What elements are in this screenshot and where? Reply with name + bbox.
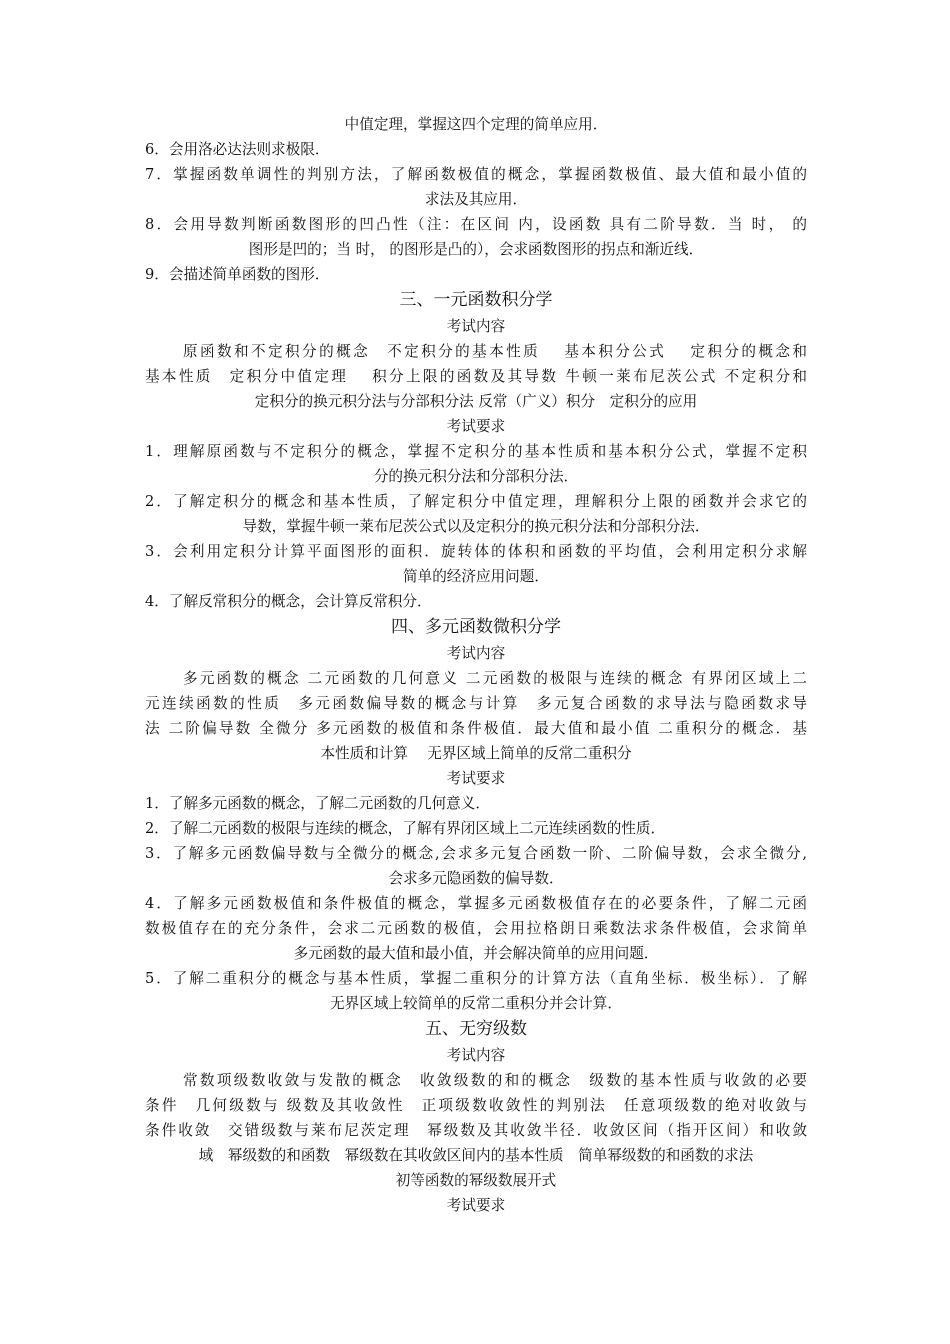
text-line: 条件收敛 交错级数与莱布尼茨定理 幂级数及其收敛半径．收敛区间（指开区间）和收敛 [145, 1122, 807, 1139]
text-line-centered: 会求多元隐函数的偏导数． [388, 870, 564, 887]
paragraph-first-line: 常数项级数收敛与发散的概念 收敛级数的和的概念 级数的基本性质与收敛的必要 [183, 1072, 807, 1089]
text-line: 4．了解反常积分的概念，会计算反常积分． [145, 593, 432, 610]
text-line-centered: 图形是凹的；当 时， 的图形是凸的），会求函数图形的拐点和渐近线． [248, 241, 704, 258]
text-line-centered: 分的换元积分法和分部积分法． [373, 468, 579, 485]
paragraph-first-line: 多元函数的概念 二元函数的几何意义 二元函数的极限与连续的概念 有界闭区域上二 [183, 670, 807, 687]
text-line-centered: 中值定理，掌握这四个定理的简单应用． [344, 116, 608, 133]
text-line-centered: 本性质和计算 无界区域上简单的反常二重积分 [320, 745, 632, 762]
text-line: 4．了解多元函数极值和条件极值的概念，掌握多元函数极值存在的必要条件，了解二元函 [145, 895, 807, 912]
text-line: 5．了解二重积分的概念与基本性质，掌握二重积分的计算方法（直角坐标．极坐标）．了解 [145, 970, 807, 987]
text-line: 2．了解定积分的概念和基本性质，了解定积分中值定理，理解积分上限的函数并会求它的 [145, 493, 807, 510]
text-line: 法 二阶偏导数 全微分 多元函数的极值和条件极值．最大值和最小值 二重积分的概念．基 [145, 720, 807, 737]
text-line: 条件 几何级数与 级数及其收敛性 正项级数收敛性的判别法 任意项级数的绝对收敛与 [145, 1097, 807, 1114]
subsection-heading: 考试要求 [446, 418, 506, 435]
document-page [145, 112, 807, 1218]
text-line: 元连续函数的性质 多元函数偏导数的概念与计算 多元复合函数的求导法与隐函数求导 [145, 695, 807, 712]
subsection-heading: 考试内容 [446, 318, 506, 335]
text-line: 1．理解原函数与不定积分的概念，掌握不定积分的基本性质和基本积分公式，掌握不定积 [145, 443, 807, 460]
section-heading: 四、多元函数微积分学 [391, 617, 561, 637]
text-line: 2．了解二元函数的极限与连续的概念，了解有界闭区域上二元连续函数的性质． [145, 820, 666, 837]
section-heading: 五、无穷级数 [425, 1019, 527, 1039]
text-line-centered: 求法及其应用． [424, 191, 528, 208]
paragraph-first-line: 原函数和不定积分的概念 不定积分的基本性质 基本积分公式 定积分的概念和 [183, 343, 807, 360]
text-line: 3．了解多元函数偏导数与全微分的概念,会求多元复合函数一阶、二阶偏导数，会求全微分, [145, 845, 807, 862]
text-line: 1．了解多元函数的概念，了解二元函数的几何意义． [145, 795, 490, 812]
text-line: 7．掌握函数单调性的判别方法，了解函数极值的概念，掌握函数极值、最大值和最小值的 [145, 166, 807, 183]
text-line-centered: 简单的经济应用问题． [403, 568, 549, 585]
text-line: 9．会描述简单函数的图形． [145, 266, 330, 283]
text-line: 6．会用洛必达法则求极限． [145, 141, 330, 158]
subsection-heading: 考试要求 [446, 1197, 506, 1214]
text-line: 3．会利用定积分计算平面图形的面积．旋转体的体积和函数的平均值，会利用定积分求解 [145, 543, 807, 560]
text-line: 数极值存在的充分条件，会求二元函数的极值，会用拉格朗日乘数法求条件极值，会求简单 [145, 920, 807, 937]
text-line: 8．会用导数判断函数图形的凹凸性（注：在区间 内，设函数 具有二阶导数．当 时， 的 [145, 216, 807, 233]
subsection-heading: 考试内容 [446, 645, 506, 662]
subsection-heading: 考试内容 [446, 1047, 506, 1064]
text-line-centered: 定积分的换元积分法与分部积分法 反常（广义）积分 定积分的应用 [254, 393, 698, 410]
subsection-heading: 考试要求 [446, 770, 506, 787]
text-line: 基本性质 定积分中值定理 积分上限的函数及其导数 牛顿一莱布尼茨公式 不定积分和 [145, 368, 807, 385]
section-heading: 三、一元函数积分学 [399, 290, 553, 310]
text-line-centered: 无界区域上较简单的反常二重积分并会计算． [330, 995, 622, 1012]
text-line-centered: 多元函数的最大值和最小值，并会解决简单的应用问题． [293, 945, 659, 962]
text-line-centered: 域 幂级数的和函数 幂级数在其收敛区间内的基本性质 简单幂级数的和函数的求法 [198, 1147, 754, 1164]
text-line-centered: 初等函数的幂级数展开式 [395, 1172, 557, 1189]
text-line-centered: 导数，掌握牛顿一莱布尼茨公式以及定积分的换元积分法和分部积分法． [242, 518, 710, 535]
